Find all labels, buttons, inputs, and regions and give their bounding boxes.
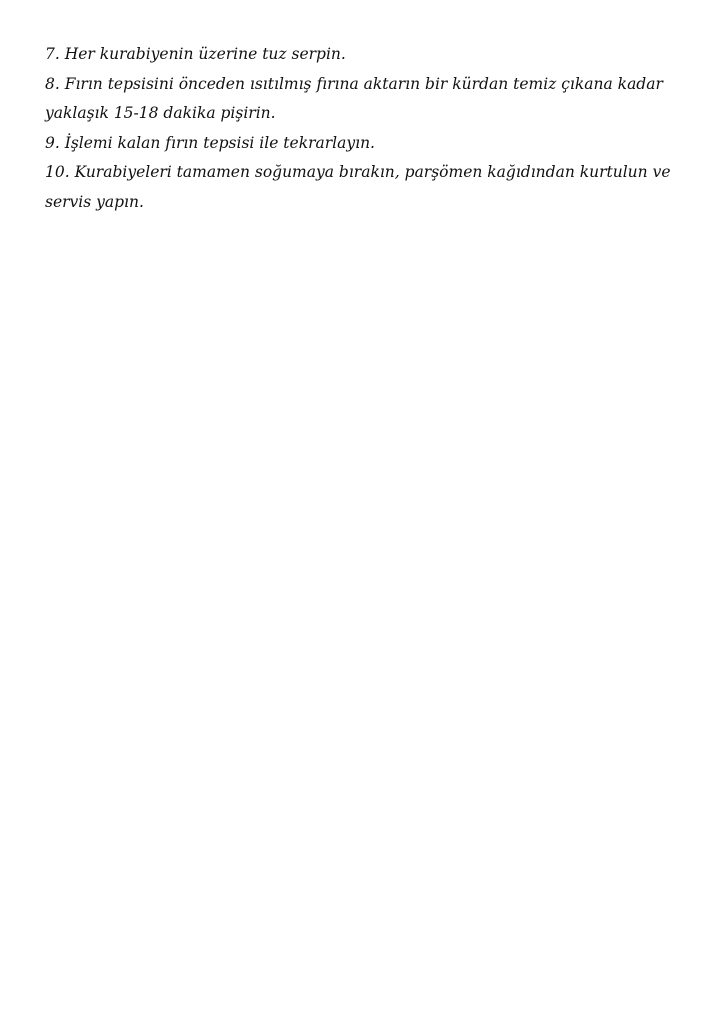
step-8-line-2: yaklaşık 15-18 dakika pişirin.	[45, 104, 276, 122]
recipe-steps	[45, 40, 685, 217]
step-10-line-2: servis yapın.	[45, 192, 144, 211]
step-10-line-1: 10. Kurabiyeleri tamamen soğumaya bırakın, parşömen kağıdından kurtulun ve	[45, 163, 671, 181]
step-7-line: 7. Her kurabiyenin üzerine tuz serpin.	[45, 45, 346, 63]
step-9-line: 9. İşlemi kalan fırın tepsisi ile tekrarlayın.	[45, 133, 375, 152]
step-8-line-1: 8. Fırın tepsisini önceden ısıtılmış fırına aktarın bir kürdan temiz çıkana kadar	[45, 74, 663, 93]
